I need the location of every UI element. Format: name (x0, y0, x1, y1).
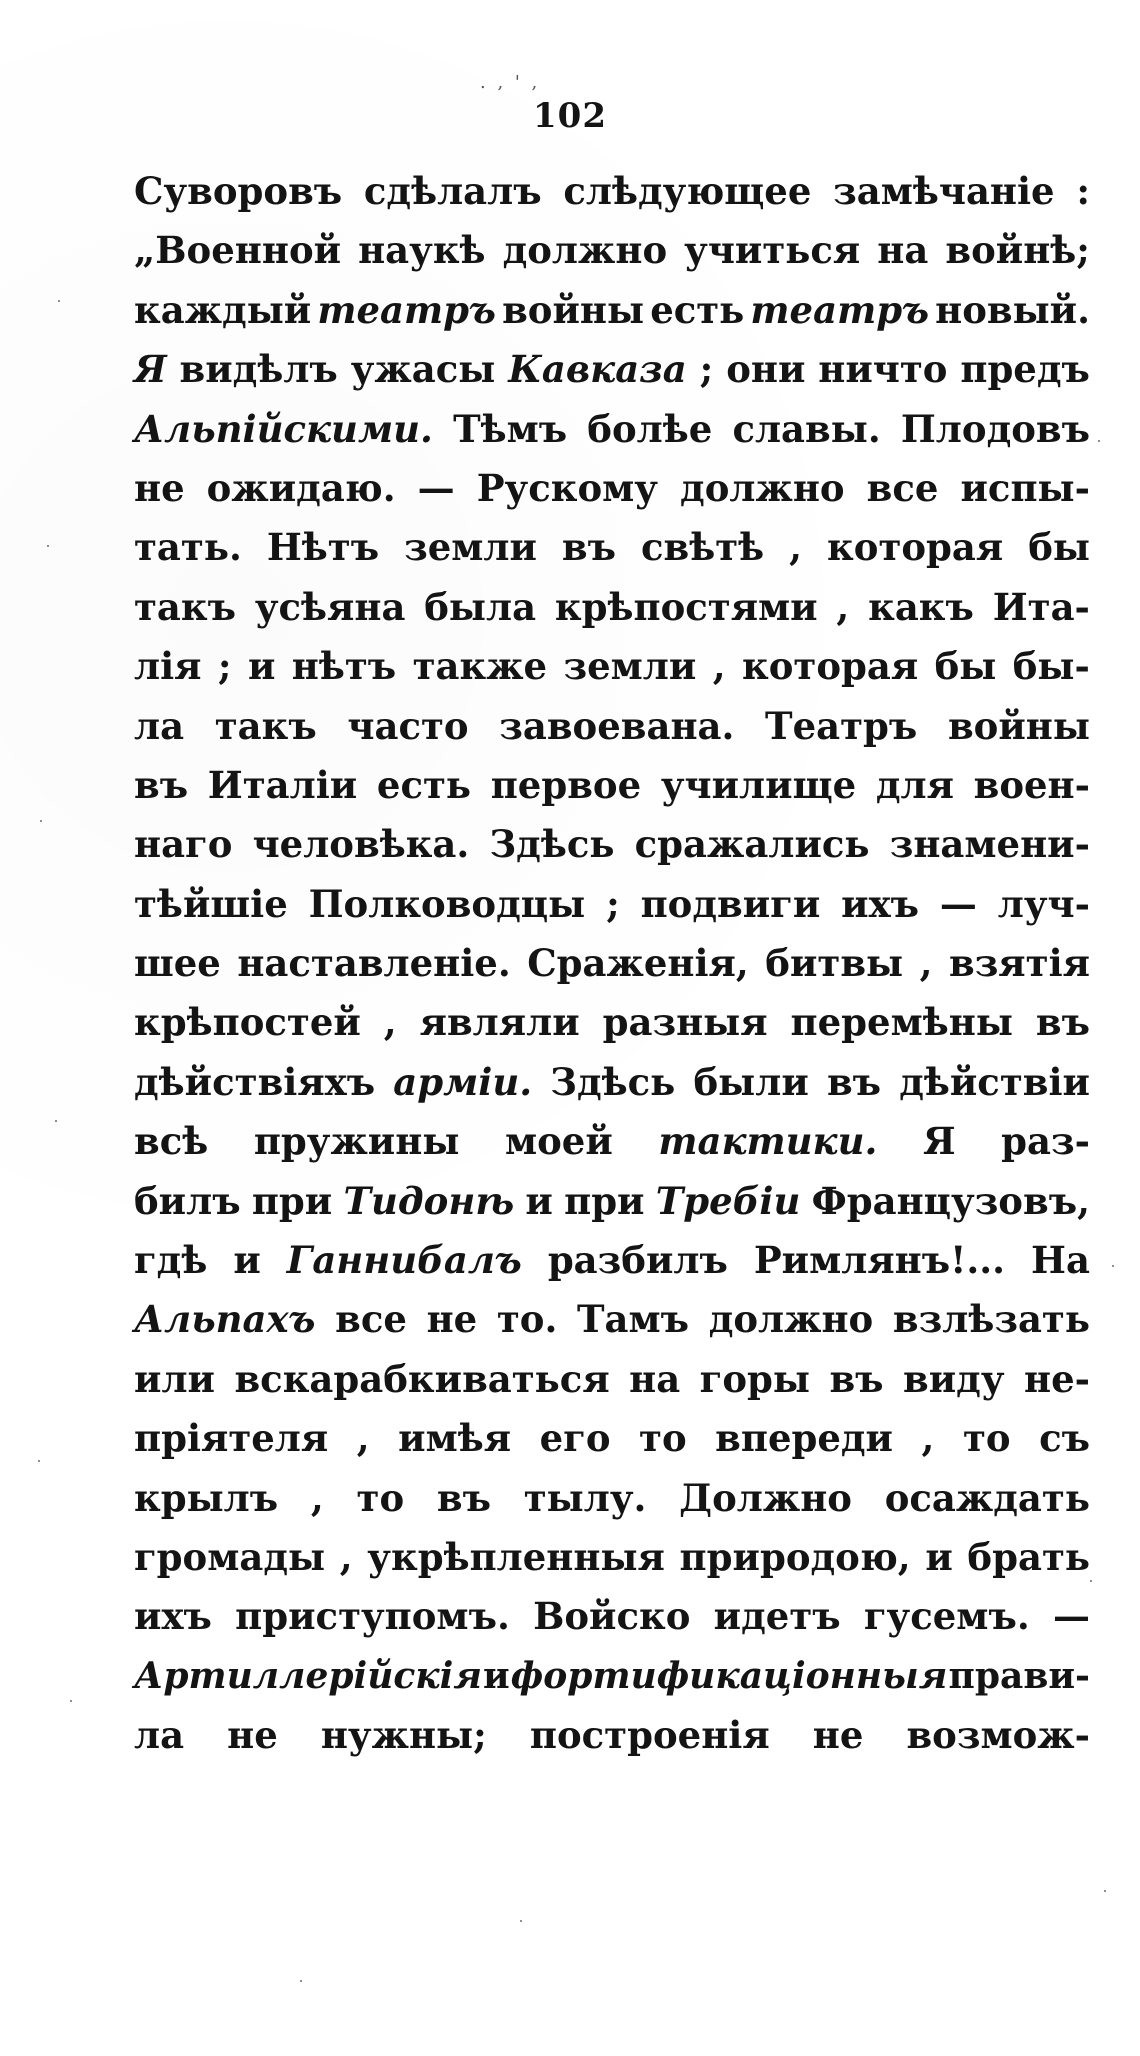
text-word: на (877, 228, 929, 273)
text-word: Войско (533, 1594, 691, 1639)
text-word: земли (404, 525, 537, 570)
text-word: наставленіе. (237, 941, 511, 986)
text-line (134, 340, 1090, 399)
text-word: въ (826, 1059, 882, 1104)
text-word: фортификаціонныя (510, 1654, 948, 1697)
top-margin-marks: . , ' , (480, 72, 541, 93)
text-word: Требіи (655, 1178, 801, 1223)
text-line (134, 1409, 1090, 1468)
text-word: и (247, 644, 276, 689)
text-word: , (356, 1416, 370, 1461)
text-word: была (424, 584, 537, 629)
text-word: ихъ (134, 1594, 212, 1639)
text-word: не (426, 1297, 478, 1342)
text-word: осаждать (884, 1475, 1090, 1520)
text-word: подвиги (640, 881, 821, 926)
text-word: такъ (214, 703, 317, 748)
text-word: битвы (765, 941, 904, 986)
text-word: дѣйствіи (899, 1059, 1090, 1104)
text-word: возмож- (906, 1713, 1090, 1758)
text-word: — (417, 465, 455, 510)
text-word: взлѣзать (892, 1297, 1090, 1342)
text-line (134, 934, 1090, 993)
text-word: крылъ (134, 1475, 279, 1520)
text-line (134, 1587, 1090, 1646)
text-word: ; (606, 881, 620, 926)
text-word: луч- (997, 881, 1090, 926)
paper-speck (520, 1920, 522, 1922)
text-word: не (812, 1713, 864, 1758)
text-line (134, 875, 1090, 934)
text-line (134, 578, 1090, 637)
text-word: замѣчаніе (833, 169, 1055, 213)
text-word: и (233, 1238, 261, 1283)
paper-speck (40, 820, 42, 822)
body-text (134, 162, 1090, 1766)
text-word: Тѣмъ (453, 406, 568, 451)
text-word: и (925, 1534, 953, 1579)
text-word: построенія (529, 1713, 770, 1758)
text-word: брать (967, 1534, 1090, 1579)
text-line (134, 1469, 1090, 1528)
text-word: , (712, 644, 726, 689)
text-word: укрѣпленныя (367, 1534, 665, 1579)
text-word: тылу. (523, 1475, 647, 1520)
text-word: , (789, 525, 803, 570)
text-word: ожидаю. (206, 465, 396, 510)
paper-speck (1090, 1580, 1092, 1582)
text-word: на (629, 1356, 681, 1401)
text-word: , (921, 1416, 935, 1461)
paper-speck (47, 545, 49, 547)
text-word: въ (561, 525, 616, 570)
text-word: Ганнибалъ (286, 1238, 522, 1283)
text-word: должно (680, 465, 845, 510)
text-line (134, 162, 1090, 221)
text-word: Французовъ, (811, 1178, 1090, 1223)
text-word: моей (504, 1119, 613, 1164)
text-word: въ (1035, 1000, 1090, 1045)
text-word: Здѣсь (489, 822, 615, 867)
paper-speck (300, 1980, 302, 1982)
text-word: шее (134, 941, 221, 986)
text-word: , (339, 1534, 353, 1579)
text-word: тактики. (658, 1119, 878, 1164)
text-word: разныя (602, 1000, 768, 1045)
text-word: и (525, 1178, 553, 1223)
text-word: прави- (948, 1654, 1090, 1697)
text-word: Италіи (207, 762, 358, 807)
text-word: ла (134, 1713, 185, 1758)
text-word: то (639, 1416, 687, 1461)
text-word: Альпахъ (134, 1297, 316, 1342)
text-word: слѣдующее (563, 169, 812, 213)
text-word: Суворовъ (134, 169, 343, 213)
text-word: завоевана. (499, 703, 735, 748)
text-word: ничто (818, 347, 948, 392)
text-word: Тидонѣ (343, 1178, 515, 1223)
text-word: вскарабкиваться (234, 1356, 610, 1401)
text-line (134, 1350, 1090, 1409)
text-word: они (726, 347, 806, 392)
page-number: 102 (533, 96, 607, 136)
text-word: должно (502, 228, 668, 273)
text-word: войны (502, 287, 645, 332)
text-word: учиться (684, 228, 861, 273)
text-line (134, 1290, 1090, 1349)
text-word: первое (490, 762, 642, 807)
text-word: не (134, 465, 185, 510)
text-word: предъ (960, 347, 1090, 392)
text-word: Римлянъ!... (753, 1238, 1006, 1283)
text-word: виду (903, 1356, 1005, 1401)
text-word: Альпійскими. (134, 406, 433, 451)
text-word: наго (134, 822, 233, 867)
text-word: , (836, 584, 850, 629)
text-word: также (412, 644, 548, 689)
text-word: при (564, 1178, 645, 1223)
paper-speck (1112, 1265, 1114, 1267)
text-word: являли (419, 1000, 580, 1045)
text-word: Тамъ (577, 1297, 690, 1342)
text-word: испы- (960, 465, 1090, 510)
text-line (134, 756, 1090, 815)
text-word: ; (699, 347, 714, 392)
text-word: , (383, 1000, 397, 1045)
text-word: Кавказа (508, 347, 687, 392)
text-word: болѣе (587, 406, 713, 451)
text-line (134, 221, 1090, 280)
text-word: сражались (634, 822, 870, 867)
text-word: разбилъ (547, 1238, 728, 1283)
text-word: свѣтѣ (640, 525, 765, 570)
text-word: новый. (935, 287, 1090, 332)
text-word: бы (934, 644, 997, 689)
text-word: крѣпостей (134, 1000, 361, 1045)
text-word: его (539, 1416, 611, 1461)
text-word: идетъ (713, 1594, 841, 1639)
text-line (134, 281, 1090, 340)
text-word: впереди (715, 1416, 894, 1461)
text-word: Сраженія, (527, 941, 749, 986)
text-word: все (866, 465, 939, 510)
text-line (134, 1528, 1090, 1587)
text-word: есть (376, 762, 472, 807)
text-word: видѣлъ (179, 347, 338, 392)
text-word: : (1076, 169, 1090, 213)
text-word: бы- (1012, 644, 1090, 689)
text-word: не- (1023, 1356, 1090, 1401)
text-word: лія (134, 644, 202, 689)
text-word: горы (699, 1356, 810, 1401)
text-word: знамени- (889, 822, 1090, 867)
text-word: гдѣ (134, 1238, 208, 1283)
text-word: Я (922, 1119, 956, 1164)
text-line (134, 1172, 1090, 1231)
text-word: билъ (134, 1178, 241, 1223)
text-word: дѣйствіяхъ (134, 1059, 376, 1104)
text-word: Театръ (765, 703, 918, 748)
text-line (134, 1112, 1090, 1171)
text-word: должно (708, 1297, 874, 1342)
text-word: нужны; (320, 1713, 487, 1758)
text-word: наукѣ (358, 228, 486, 273)
text-word: человѣка. (252, 822, 470, 867)
text-word: Нѣтъ (266, 525, 380, 570)
text-line (134, 459, 1090, 518)
text-word: театръ (317, 287, 496, 332)
text-word: крѣпостями (554, 584, 818, 629)
text-word: Полководцы (308, 881, 586, 926)
text-word: театръ (750, 287, 929, 332)
text-word: пружины (253, 1119, 460, 1164)
text-word: при (251, 1178, 333, 1223)
text-word: то. (496, 1297, 558, 1342)
text-word: и (483, 1654, 510, 1697)
text-word: въ (134, 762, 189, 807)
text-line (134, 1053, 1090, 1112)
text-word: славы. (732, 406, 881, 451)
text-word: — (1052, 1594, 1090, 1639)
text-word: въ (829, 1356, 884, 1401)
text-word: все (335, 1297, 407, 1342)
text-word: каждый (134, 287, 312, 332)
text-word: были (693, 1059, 809, 1104)
text-word: воен- (973, 762, 1090, 807)
text-word: не (227, 1713, 278, 1758)
text-word: приступомъ. (235, 1594, 510, 1639)
text-line (134, 993, 1090, 1052)
text-word: войнѣ; (945, 228, 1090, 273)
text-word: раз- (1001, 1119, 1090, 1164)
text-line (134, 518, 1090, 577)
text-word: всѣ (134, 1119, 209, 1164)
text-line (134, 1647, 1090, 1706)
text-line (134, 1706, 1090, 1765)
text-word: въ (436, 1475, 491, 1520)
text-word: Плодовъ (900, 406, 1090, 451)
text-word: , (919, 941, 933, 986)
text-word: имѣя (398, 1416, 512, 1461)
text-word: то (962, 1416, 1011, 1461)
text-word: которая (827, 525, 1004, 570)
text-word: громады (134, 1534, 326, 1579)
text-word: Артиллерійскія (134, 1654, 482, 1697)
text-word: или (134, 1356, 215, 1401)
text-word: „Военной (134, 228, 342, 273)
text-word: Я (134, 347, 167, 392)
text-word: бы (1028, 525, 1090, 570)
text-word: нѣтъ (291, 644, 397, 689)
text-word: какъ (868, 584, 974, 629)
text-word: войны (947, 703, 1090, 748)
paper-speck (38, 1460, 40, 1462)
text-word: ; (217, 644, 232, 689)
text-word: часто (347, 703, 469, 748)
text-line (134, 400, 1090, 459)
text-word: пріятеля (134, 1416, 329, 1461)
text-word: сдѣлалъ (363, 169, 542, 213)
text-word: ла (134, 703, 185, 748)
text-line (134, 697, 1090, 756)
paper-speck (1098, 440, 1100, 442)
text-line (134, 815, 1090, 874)
text-word: взятія (948, 941, 1090, 986)
text-word: усѣяна (254, 584, 406, 629)
text-word: Ита- (992, 584, 1090, 629)
text-line (134, 637, 1090, 696)
text-word: которая (742, 644, 919, 689)
text-line (134, 1231, 1090, 1290)
text-word: то (356, 1475, 405, 1520)
text-word: есть (650, 287, 745, 332)
text-word: Здѣсь (550, 1059, 676, 1104)
text-word: такъ (134, 584, 237, 629)
paper-speck (58, 300, 60, 302)
paper-speck (55, 1120, 57, 1122)
text-word: природою, (679, 1534, 911, 1579)
paper-speck (1104, 1890, 1106, 1892)
text-word: съ (1039, 1416, 1090, 1461)
text-word: На (1031, 1238, 1090, 1283)
paper-speck (70, 1700, 72, 1702)
text-word: — (939, 881, 977, 926)
text-word: тѣйшіе (134, 881, 288, 926)
text-word: Должно (679, 1475, 852, 1520)
text-word: земли (563, 644, 697, 689)
text-word: ихъ (841, 881, 920, 926)
text-word: для (875, 762, 954, 807)
text-word: тать. (134, 525, 242, 570)
text-word: училище (660, 762, 857, 807)
text-word: Рускому (476, 465, 658, 510)
text-word: гусемъ. (863, 1594, 1030, 1639)
text-word: , (310, 1475, 324, 1520)
text-word: перемѣны (790, 1000, 1013, 1045)
text-word: арміи. (393, 1059, 533, 1104)
text-word: ужасы (350, 347, 496, 392)
